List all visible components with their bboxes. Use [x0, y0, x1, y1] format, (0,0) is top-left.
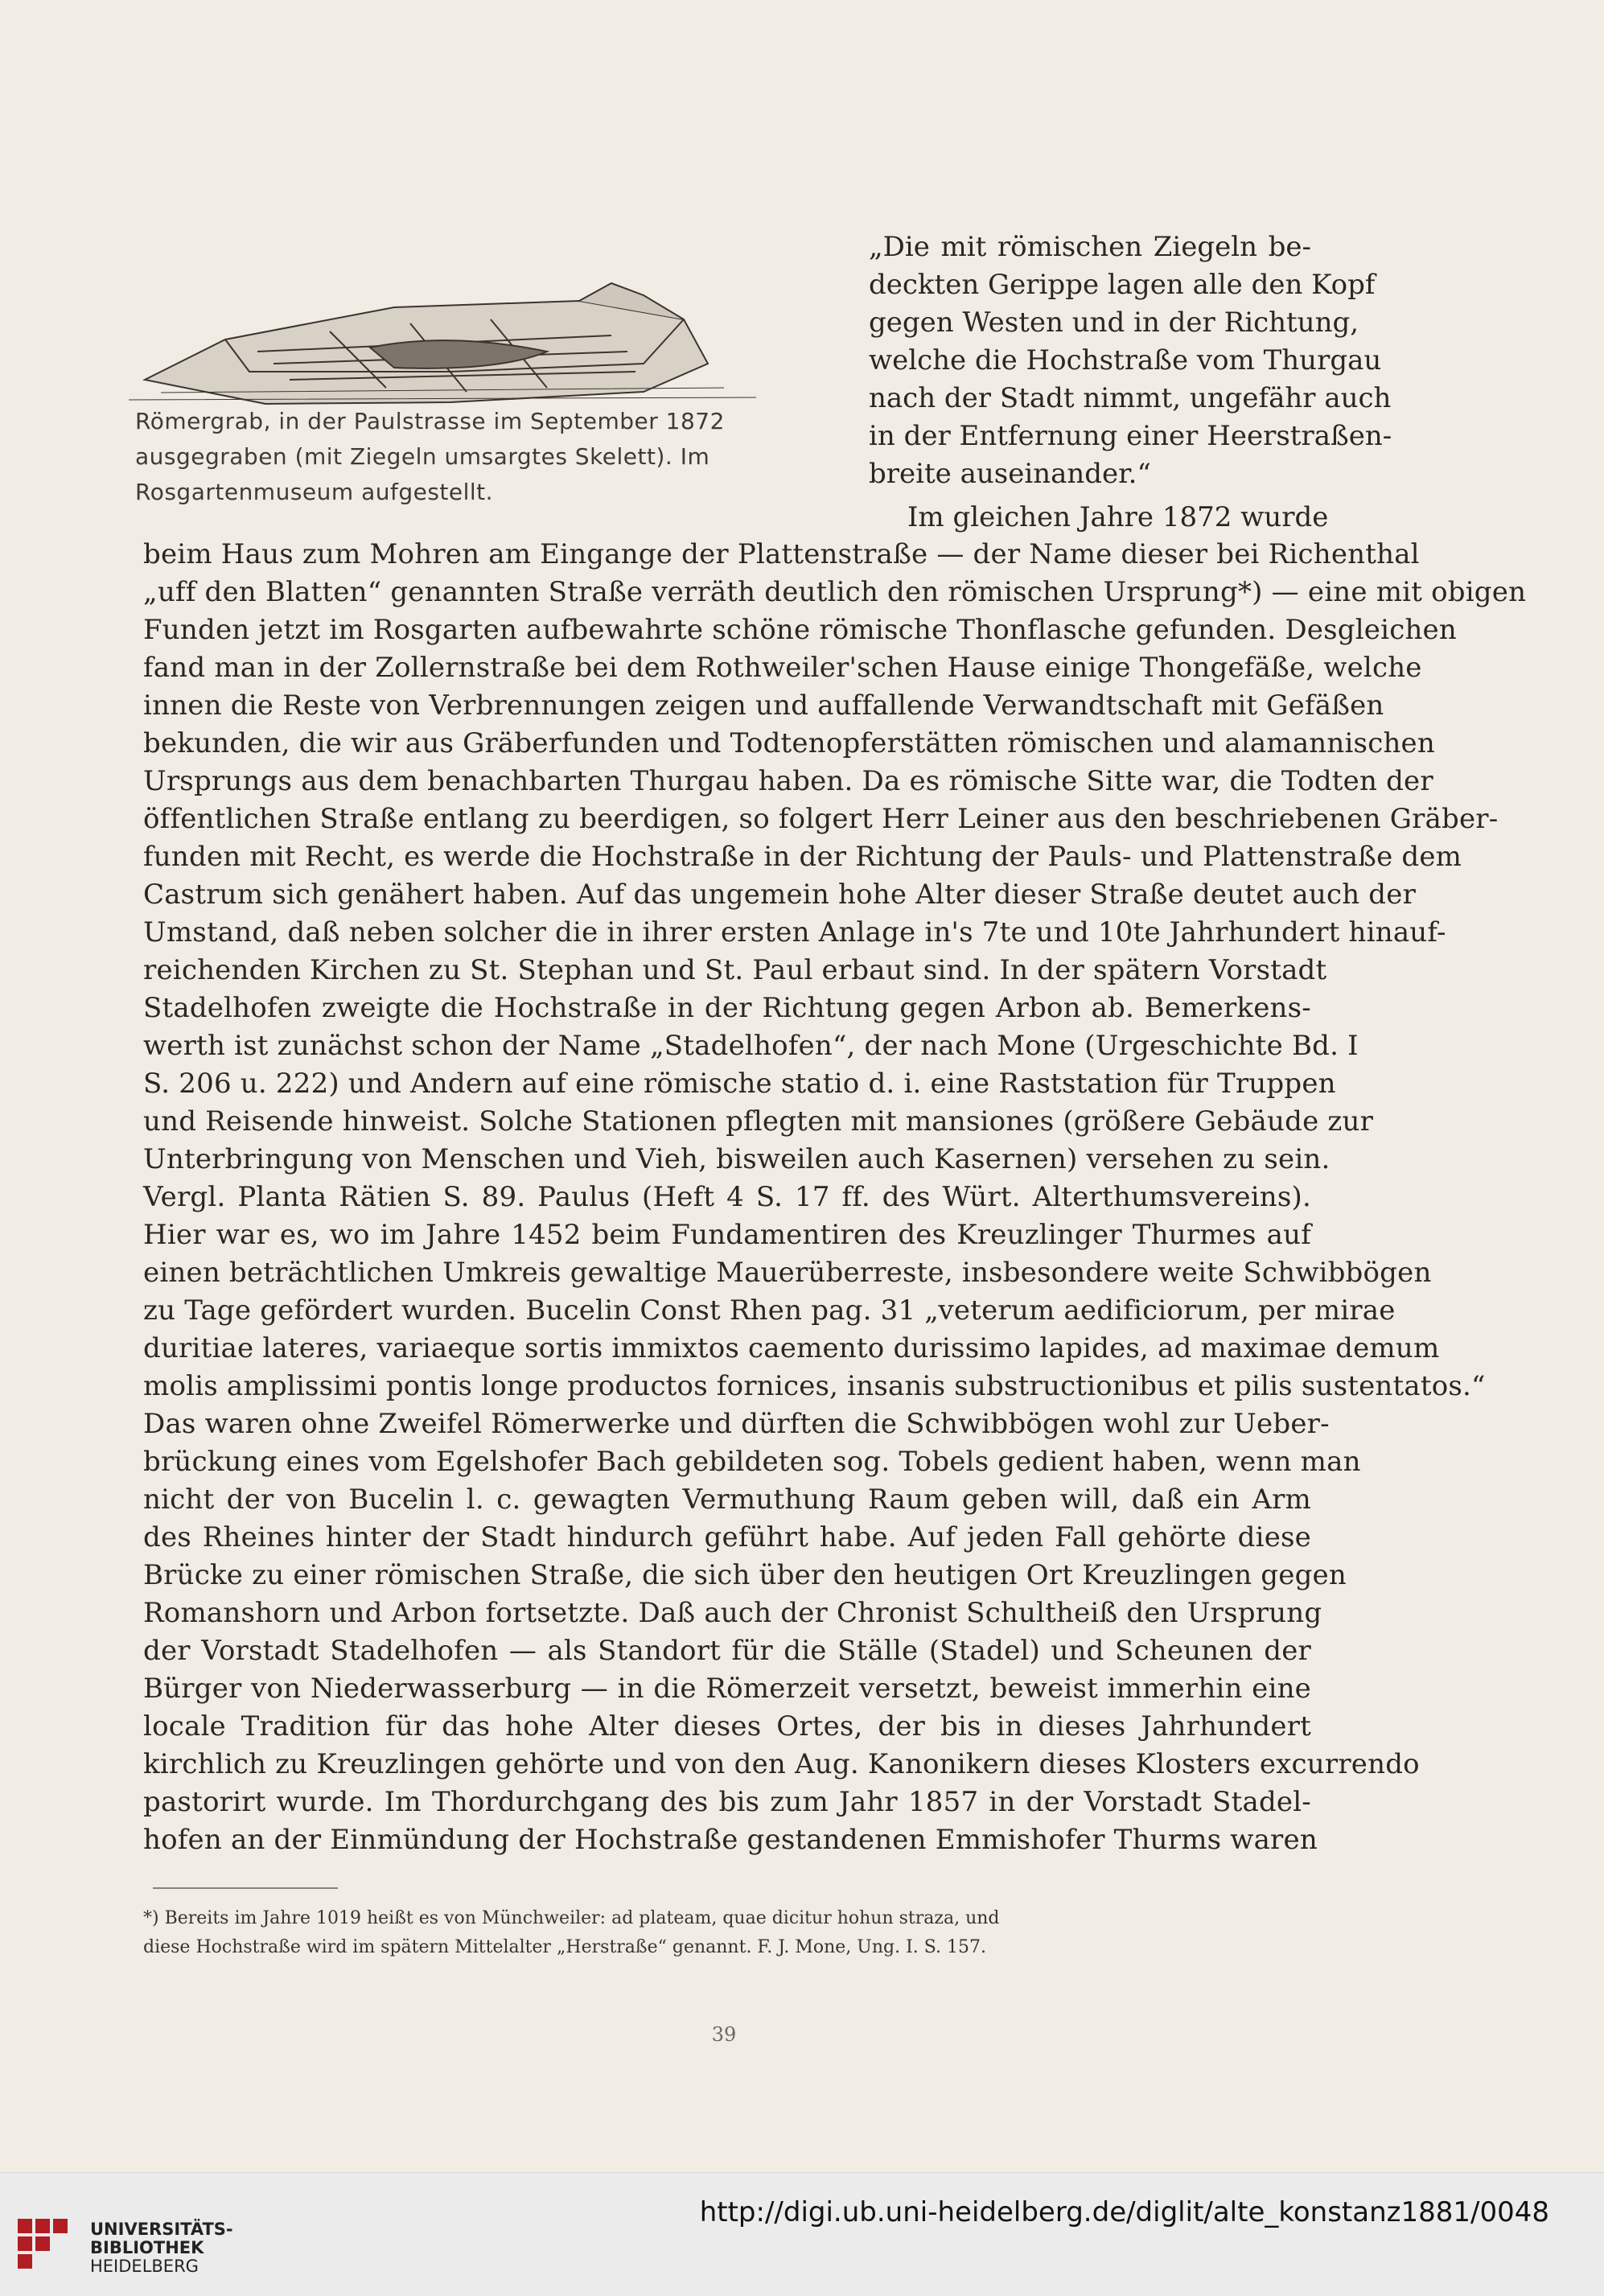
body-line: kirchlich zu Kreuzlingen gehörte und von den Aug. Kanonikern dieses Klosters excurrendo	[143, 1748, 1420, 1780]
body-line: „uff den Blatten“ genannten Straße verräth deutlich den römischen Ursprung*) — eine mit obigen	[143, 576, 1527, 608]
body-line: duritiae lateres, variaeque sortis immixtos caemento durissimo lapides, ad maximae demum	[143, 1332, 1440, 1364]
body-line: S. 206 u. 222) und Andern auf eine römische statio d. i. eine Raststation für Truppen	[143, 1068, 1336, 1100]
quote-line: breite auseinander.“	[869, 458, 1151, 490]
body-line: bekunden, die wir aus Gräberfunden und Todtenopferstätten römischen und alamannischen	[143, 727, 1435, 759]
body-line: fand man in der Zollernstraße bei dem Rothweiler'schen Hause einige Thongefäße, welche	[143, 652, 1422, 684]
body-line: funden mit Recht, es werde die Hochstraße in der Richtung der Pauls- und Plattenstraße dem	[143, 841, 1462, 873]
page-number: 39	[711, 2023, 737, 2046]
quote-line: gegen Westen und in der Richtung,	[869, 307, 1359, 339]
body-line: hofen an der Einmündung der Hochstraße gestandenen Emmishofer Thurms waren	[143, 1824, 1318, 1856]
body-line: innen die Reste von Verbrennungen zeigen und auffallende Verwandtschaft mit Gefäßen	[143, 689, 1384, 722]
body-line: Stadelhofen zweigte die Hochstraße in der Richtung gegen Arbon ab. Bemerkens-	[143, 992, 1311, 1024]
figure-caption: Römergrab, in der Paulstrasse im September 1872 ausgegraben (mit Ziegeln umsargtes Skelett). Im Rosgartenmuseum aufgestellt.	[135, 408, 725, 505]
body-line: zu Tage gefördert wurden. Bucelin Const Rhen pag. 31 „veterum aedificiorum, per mirae	[143, 1294, 1396, 1327]
body-line: Romanshorn und Arbon fortsetzte. Daß auch der Chronist Schultheiß den Ursprung	[143, 1597, 1322, 1629]
body-line: nicht der von Bucelin l. c. gewagten Vermuthung Raum geben will, daß ein Arm	[143, 1483, 1311, 1516]
body-line: Das waren ohne Zweifel Römerwerke und dürften die Schwibbögen wohl zur Ueber-	[143, 1408, 1330, 1440]
library-name-line: BIBLIOTHEK	[90, 2238, 204, 2257]
quote-line: in der Entfernung einer Heerstraßen-	[869, 420, 1392, 452]
body-line: Bürger von Niederwasserburg — in die Römerzeit versetzt, beweist immerhin eine	[143, 1673, 1311, 1705]
body-line: Ursprungs aus dem benachbarten Thurgau haben. Da es römische Sitte war, die Todten der	[143, 765, 1433, 797]
footnote-divider	[153, 1887, 338, 1889]
body-line: brückung eines vom Egelshofer Bach gebildeten sog. Tobels gedient haben, wenn man	[143, 1446, 1361, 1478]
library-name-line: HEIDELBERG	[90, 2257, 199, 2276]
body-line: Castrum sich genähert haben. Auf das ungemein hohe Alter dieser Straße deutet auch der	[143, 878, 1417, 911]
body-line: locale Tradition für das hohe Alter dieses Ortes, der bis in dieses Jahrhundert	[143, 1710, 1311, 1743]
library-name-line: UNIVERSITÄTS-	[90, 2220, 233, 2239]
quote-line: deckten Gerippe lagen alle den Kopf	[869, 269, 1376, 301]
body-line: öffentlichen Straße entlang zu beerdigen, so folgert Herr Leiner aus den beschriebenen Gräber-	[143, 803, 1499, 835]
body-line: einen beträchtlichen Umkreis gewaltige Mauerüberreste, insbesondere weite Schwibbögen	[143, 1257, 1432, 1289]
body-line: Vergl. Planta Rätien S. 89. Paulus (Heft 4 S. 17 ff. des Würt. Alterthumsvereins).	[143, 1181, 1311, 1213]
body-line: Umstand, daß neben solcher die in ihrer ersten Anlage in's 7te und 10te Jahrhundert hinauf-	[143, 916, 1446, 948]
body-line: werth ist zunächst schon der Name „Stadelhofen“, der nach Mone (Urgeschichte Bd. I	[143, 1030, 1359, 1062]
quote-line: „Die mit römischen Ziegeln be-	[869, 231, 1311, 263]
quote-line: nach der Stadt nimmt, ungefähr auch	[869, 382, 1392, 414]
footnote-line: diese Hochstraße wird im spätern Mittelalter „Herstraße“ genannt. F. J. Mone, Ung. I. S. 157.	[143, 1937, 987, 1957]
grave-sketch-image	[129, 251, 756, 408]
body-line: des Rheines hinter der Stadt hindurch geführt habe. Auf jeden Fall gehörte diese	[143, 1521, 1311, 1553]
body-line: pastorirt wurde. Im Thordurchgang des bis zum Jahr 1857 in der Vorstadt Stadel-	[143, 1786, 1311, 1818]
quote-line: Im gleichen Jahre 1872 wurde	[907, 501, 1329, 533]
body-line: Hier war es, wo im Jahre 1452 beim Fundamentiren des Kreuzlinger Thurmes auf	[143, 1219, 1311, 1251]
body-line: und Reisende hinweist. Solche Stationen pflegten mit mansiones (größere Gebäude zur	[143, 1105, 1374, 1138]
footnote-line: *) Bereits im Jahre 1019 heißt es von Münchweiler: ad plateam, quae dicitur hohun straza, und	[143, 1908, 1000, 1928]
body-line: beim Haus zum Mohren am Eingange der Plattenstraße — der Name dieser bei Richenthal	[143, 538, 1420, 570]
permalink-url[interactable]: http://digi.ub.uni-heidelberg.de/diglit/alte_konstanz1881/0048	[699, 2196, 1549, 2228]
library-name	[90, 2220, 233, 2276]
quote-line: welche die Hochstraße vom Thurgau	[869, 344, 1382, 376]
roman-grave-illustration	[129, 251, 756, 408]
body-line: reichenden Kirchen zu St. Stephan und St. Paul erbaut sind. In der spätern Vorstadt	[143, 954, 1327, 986]
body-line: der Vorstadt Stadelhofen — als Standort für die Ställe (Stadel) und Scheunen der	[143, 1635, 1311, 1667]
body-line: molis amplissimi pontis longe productos fornices, insanis substructionibus et pilis sustentatos.“	[143, 1370, 1486, 1402]
body-line: Unterbringung von Menschen und Vieh, bisweilen auch Kasernen) versehen zu sein.	[143, 1143, 1330, 1175]
body-line: Funden jetzt im Rosgarten aufbewahrte schöne römische Thonflasche gefunden. Desgleichen	[143, 614, 1457, 646]
university-library-logo-icon[interactable]	[18, 2219, 77, 2269]
viewer-footer	[0, 2172, 1604, 2296]
body-line: Brücke zu einer römischen Straße, die sich über den heutigen Ort Kreuzlingen gegen	[143, 1559, 1347, 1591]
